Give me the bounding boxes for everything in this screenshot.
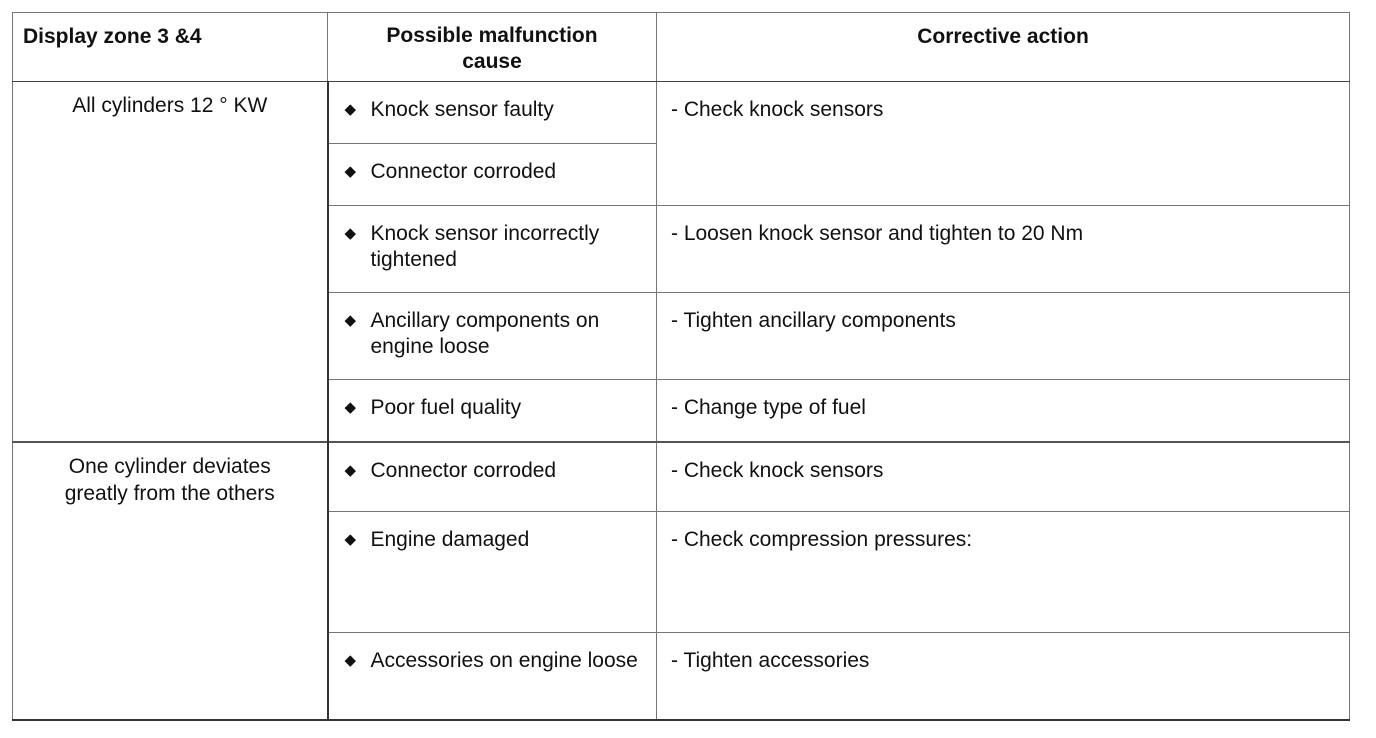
cause-cell [328, 293, 657, 380]
header-possible-cause-text: Possible malfunction cause [386, 24, 598, 73]
cause-text: Knock sensor incorrectly tightened [370, 222, 600, 271]
action-cell [657, 380, 1350, 442]
header-display-zone: Display zone 3 &4 [13, 13, 328, 82]
action-text: - Tighten ancillary components [671, 309, 956, 332]
diamond-bullet-icon: ◆ [344, 461, 357, 479]
diamond-bullet-icon: ◆ [344, 101, 357, 118]
diamond-bullet-icon: ◆ [344, 531, 357, 548]
table-header-row [13, 13, 1350, 82]
table-row [13, 442, 1350, 512]
malfunction-table [12, 12, 1350, 721]
cause-text: Knock sensor faulty [370, 98, 554, 121]
table-row [13, 82, 1350, 144]
cause-text: Ancillary components on engine loose [370, 309, 600, 358]
cause-cell [328, 144, 657, 206]
action-cell [657, 512, 1350, 633]
cause-text: Engine damaged [370, 528, 530, 551]
action-cell [657, 206, 1350, 293]
action-cell [657, 293, 1350, 380]
cause-text: Poor fuel quality [370, 396, 522, 419]
zone-label: One cylinder deviates greatly from the others [64, 454, 275, 505]
diamond-bullet-icon: ◆ [344, 163, 357, 180]
cause-text: Accessories on engine loose [370, 649, 638, 672]
cause-cell [328, 82, 657, 144]
cause-text: Connector corroded [370, 160, 557, 183]
zone-label: All cylinders 12 ° KW [72, 94, 268, 117]
action-text: - Loosen knock sensor and tighten to 20 Nm [671, 222, 1084, 245]
action-text: - Check compression pressures: [671, 528, 973, 551]
diamond-bullet-icon: ◆ [344, 652, 357, 669]
header-corrective-action: Corrective action [657, 13, 1350, 82]
action-text: - Change type of fuel [671, 396, 866, 419]
cause-text: Connector corroded [370, 458, 557, 482]
diamond-bullet-icon: ◆ [344, 225, 357, 242]
diamond-bullet-icon: ◆ [344, 399, 357, 416]
diamond-bullet-icon: ◆ [344, 312, 357, 329]
action-cell [657, 633, 1350, 720]
cause-cell [328, 633, 657, 720]
cause-cell [328, 380, 657, 442]
action-cell [657, 442, 1350, 512]
action-text: - Tighten accessories [671, 649, 870, 672]
action-text: - Check knock sensors [671, 98, 884, 121]
cause-cell [328, 442, 657, 512]
header-possible-cause [328, 13, 657, 82]
action-text: - Check knock sensors [671, 458, 884, 482]
zone-cell-one-cylinder [13, 442, 328, 720]
zone-cell-all-cylinders [13, 82, 328, 442]
cause-cell [328, 206, 657, 293]
action-cell [657, 82, 1350, 206]
cause-cell [328, 512, 657, 633]
